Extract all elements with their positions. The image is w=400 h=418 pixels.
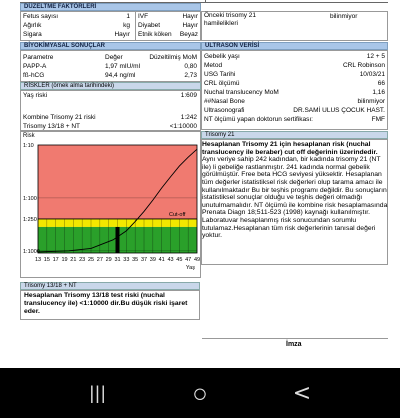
x-axis-label: Yaş bbox=[185, 265, 195, 271]
signature-label: İmza bbox=[286, 341, 302, 348]
risks-section-header: RİSKLER (örnek alma tarihindeki) bbox=[20, 82, 201, 90]
previous-trisomy-value: bilinmiyor bbox=[330, 13, 358, 20]
x-tick-label: 31 bbox=[114, 257, 121, 263]
correction-section-header: DÜZELTME FAKTÖRLERİ bbox=[20, 3, 201, 11]
y-tick-label: 1:10 bbox=[23, 143, 34, 149]
biochem-row: fß-hCG 94,4 ng/ml 2,73 bbox=[23, 72, 197, 79]
ultrasound-row: Nuchal translucency MoM 1,16 bbox=[204, 89, 385, 96]
correction-row: Sigara Hayır bbox=[23, 31, 130, 38]
trisomy21-text bbox=[202, 141, 390, 240]
ultrasound-row: Metod CRL Robinson bbox=[204, 62, 385, 69]
trisomy21-section-header: Trisomy 21 bbox=[201, 131, 388, 139]
risk-chart bbox=[21, 132, 202, 277]
x-tick-label: 35 bbox=[132, 257, 139, 263]
trisomy1318-text: Hesaplanan Trisomy 13/18 test riski (nuchal translucency ile) <1:10000 dir.Bu düşük riski işaret eder. bbox=[24, 292, 188, 315]
ultrasound-row: CRL ölçümü 66 bbox=[204, 80, 385, 87]
home-button[interactable] bbox=[180, 377, 220, 408]
x-tick-label: 47 bbox=[185, 257, 192, 263]
cutoff-label: Cut-off bbox=[169, 211, 186, 218]
y-tick-label: 1:1000 bbox=[23, 248, 40, 255]
ultrasound-row: NT ölçümü yapan doktorun sertifikası: FMF bbox=[204, 116, 385, 123]
x-tick-label: 39 bbox=[149, 257, 156, 263]
biochem-section-header: BİYOKİMYASAL SONUÇLAR bbox=[20, 42, 201, 50]
ultrasound-row: USG Tarihi 10/03/21 bbox=[204, 71, 385, 78]
back-button[interactable] bbox=[282, 380, 322, 406]
trisomy1318-section-header: Trisomy 13/18 + NT bbox=[20, 282, 200, 290]
risk-chart-box bbox=[20, 131, 201, 278]
x-tick-label: 19 bbox=[61, 257, 68, 263]
biochem-row: PAPP-A 1,97 mIU/ml 0,80 bbox=[23, 63, 197, 70]
x-tick-label: 29 bbox=[105, 257, 112, 263]
ultrasound-row: ##Nasal Bone bilinmiyor bbox=[204, 98, 385, 105]
x-tick-label: 27 bbox=[96, 257, 103, 263]
trisomy21-result-body: Aynı veriye sahip 242 kadından, bir kadında trisomy 21 (NT ile) li gebeliğe rastlanmıştır. 241 kadında normal gebelik görülmüştür. Free beta HCG seviyesi yüksektir. Hesaplanan tüm değerler istatistiksel risk değerleri olup tarama amacı ile kullanılmaktadır Bu bir teşhis programı değildir. Bu sonuçların istatistiksel sonuçlar olduğu ve teşhis değeri olmadığı unutulmamalıdır. NT ölçümü ile kombine risk hesaplamasında Prenata Diagn 18;511-523 (1998) kaynağı kullanılmıştır. Laboratuvar hesaplanmış risk sonucundan sorumlu tutulamaz.Hesaplanan tüm risk değerlerinin tanısal değeri yoktur. bbox=[202, 156, 388, 240]
x-tick-label: 41 bbox=[158, 257, 165, 263]
correction-row: Etnik köken Beyaz bbox=[138, 31, 198, 38]
x-tick-label: 37 bbox=[140, 257, 148, 263]
previous-trisomy-label: Önceki trisomy 21 hamilelikleri bbox=[204, 12, 257, 27]
signature-line bbox=[202, 338, 388, 339]
recent-apps-icon: ||| bbox=[89, 382, 107, 403]
x-tick-label: 25 bbox=[87, 257, 95, 263]
trisomy21-result-bold: Hesaplanan Trisomy 21 için hesaplanan risk (nuchal translucency ile beraber) cut off değerinin üzerindedir. bbox=[202, 141, 378, 156]
x-tick-label: 15 bbox=[43, 257, 50, 263]
x-tick-label: 49 bbox=[193, 257, 201, 263]
ultrasound-section-header: ULTRASON VERİSİ bbox=[201, 42, 388, 50]
x-tick-label: 33 bbox=[123, 257, 130, 263]
recent-apps-button[interactable] bbox=[78, 380, 118, 406]
correction-row: Fetus sayısı 1 bbox=[23, 13, 130, 20]
biochem-header-row: Parametre Değer Düzeltilmiş MoM bbox=[23, 54, 197, 61]
ultrasound-row: Gebelik yaşı 12 + 5 bbox=[204, 53, 385, 60]
patient-age-marker bbox=[116, 227, 120, 253]
high-risk-area bbox=[38, 145, 197, 219]
x-tick-label: 43 bbox=[167, 257, 174, 263]
x-tick-label: 13 bbox=[34, 257, 42, 263]
risk-row-t1318: Trisomy 13/18 + NT <1:10000 bbox=[23, 123, 197, 130]
correction-row: Diyabet Hayır bbox=[138, 22, 198, 29]
x-tick-label: 17 bbox=[52, 257, 59, 263]
y-tick-label: 1:250 bbox=[23, 216, 37, 223]
x-tick-label: 45 bbox=[176, 257, 183, 263]
ultrasound-row: Ultrasonografi DR.SAMİ ULUS ÇOCUK HAST. bbox=[204, 107, 385, 114]
chart-title: Risk bbox=[23, 133, 35, 139]
android-navigation-bar bbox=[0, 368, 400, 418]
correction-row: IVF Hayır bbox=[138, 13, 198, 20]
x-tick-label: 21 bbox=[70, 257, 77, 263]
home-icon: ○ bbox=[192, 377, 208, 408]
risk-row-t21: Kombine Trisomy 21 riski 1:242 bbox=[23, 114, 197, 121]
correction-row: Ağırlık kg bbox=[23, 22, 130, 29]
risk-row-age: Yaş riski 1:609 bbox=[23, 92, 197, 99]
back-icon: < bbox=[292, 380, 312, 406]
x-tick-label: 23 bbox=[79, 257, 86, 263]
y-tick-label: 1:100 bbox=[23, 195, 37, 202]
